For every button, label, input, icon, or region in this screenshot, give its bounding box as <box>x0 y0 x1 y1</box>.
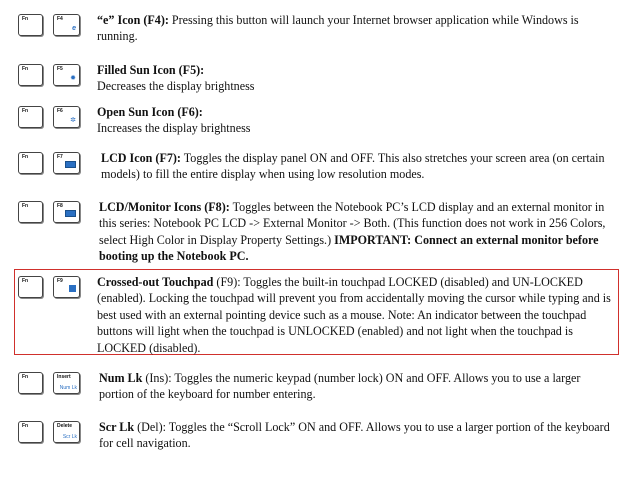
f6-key: F6 ✲ <box>53 106 80 128</box>
f8-key: F8 <box>53 201 80 223</box>
key-combo <box>18 64 92 86</box>
open-sun-icon: ✲ <box>70 117 76 124</box>
key-combo <box>18 372 92 394</box>
fn-key: Fn <box>18 14 43 36</box>
entry-text: “e” Icon (F4): Pressing this button will launch your Internet browser application while Windows is running. <box>97 13 579 44</box>
fn-key: Fn <box>18 152 43 174</box>
entry-text: Crossed-out Touchpad (F9): Toggles the built-in touchpad LOCKED (disabled) and UN-LOCKED (enabled). Locking the touchpad will prevent you from accidentally moving the cursor while typing and is best used with an external pointing device such as a mouse. Note: An indicator between the touchpad buttons will light when the touchpad is UNLOCKED (enabled) and not light when the touchpad is LOCKED (disabled). <box>97 275 611 355</box>
key-combo <box>18 421 92 443</box>
key-combo <box>18 152 92 174</box>
touchpad-icon <box>69 285 76 294</box>
entry-text: Open Sun Icon (F6): Increases the display brightness <box>97 105 251 136</box>
key-combo <box>18 106 92 128</box>
delete-key: Delete Scr Lk <box>53 421 80 443</box>
entry-text: LCD Icon (F7): Toggles the display panel ON and OFF. This also stretches your screen area (on certain models) to fill the entire display when using low resolution modes. <box>101 151 605 182</box>
f7-key: F7 <box>53 152 80 174</box>
e-browser-icon: e <box>72 25 76 32</box>
insert-key: Insert Num Lk <box>53 372 80 394</box>
f9-key: F9 <box>53 276 80 298</box>
fn-key: Fn <box>18 372 43 394</box>
fn-key: Fn <box>18 106 43 128</box>
entry-text: Num Lk (Ins): Toggles the numeric keypad (number lock) ON and OFF. Allows you to use a larger portion of the keyboard for number entering. <box>99 371 581 402</box>
key-combo <box>18 14 92 36</box>
f4-key: F4 e <box>53 14 80 36</box>
key-combo <box>18 276 92 298</box>
key-combo <box>18 201 92 223</box>
fn-key: Fn <box>18 421 43 443</box>
filled-sun-icon: ✹ <box>70 75 76 82</box>
entry-text: Filled Sun Icon (F5): Decreases the display brightness <box>97 63 255 94</box>
f5-key: F5 ✹ <box>53 64 80 86</box>
entry-text: Scr Lk (Del): Toggles the “Scroll Lock” ON and OFF. Allows you to use a larger portion of the keyboard for cell navigation. <box>99 420 610 451</box>
lcd-monitor-icon <box>65 210 76 219</box>
fn-key: Fn <box>18 64 43 86</box>
fn-key: Fn <box>18 276 43 298</box>
fn-key: Fn <box>18 201 43 223</box>
entry-text: LCD/Monitor Icons (F8): Toggles between the Notebook PC’s LCD display and an external monitor in this series: Notebook PC LCD -> External Monitor -> Both. (This function does not work in 256 Colors, select High Color in Display Property Settings.) IMPORTANT: Connect an external monitor before booting up the Notebook PC. <box>99 200 606 264</box>
lcd-icon <box>65 161 76 170</box>
